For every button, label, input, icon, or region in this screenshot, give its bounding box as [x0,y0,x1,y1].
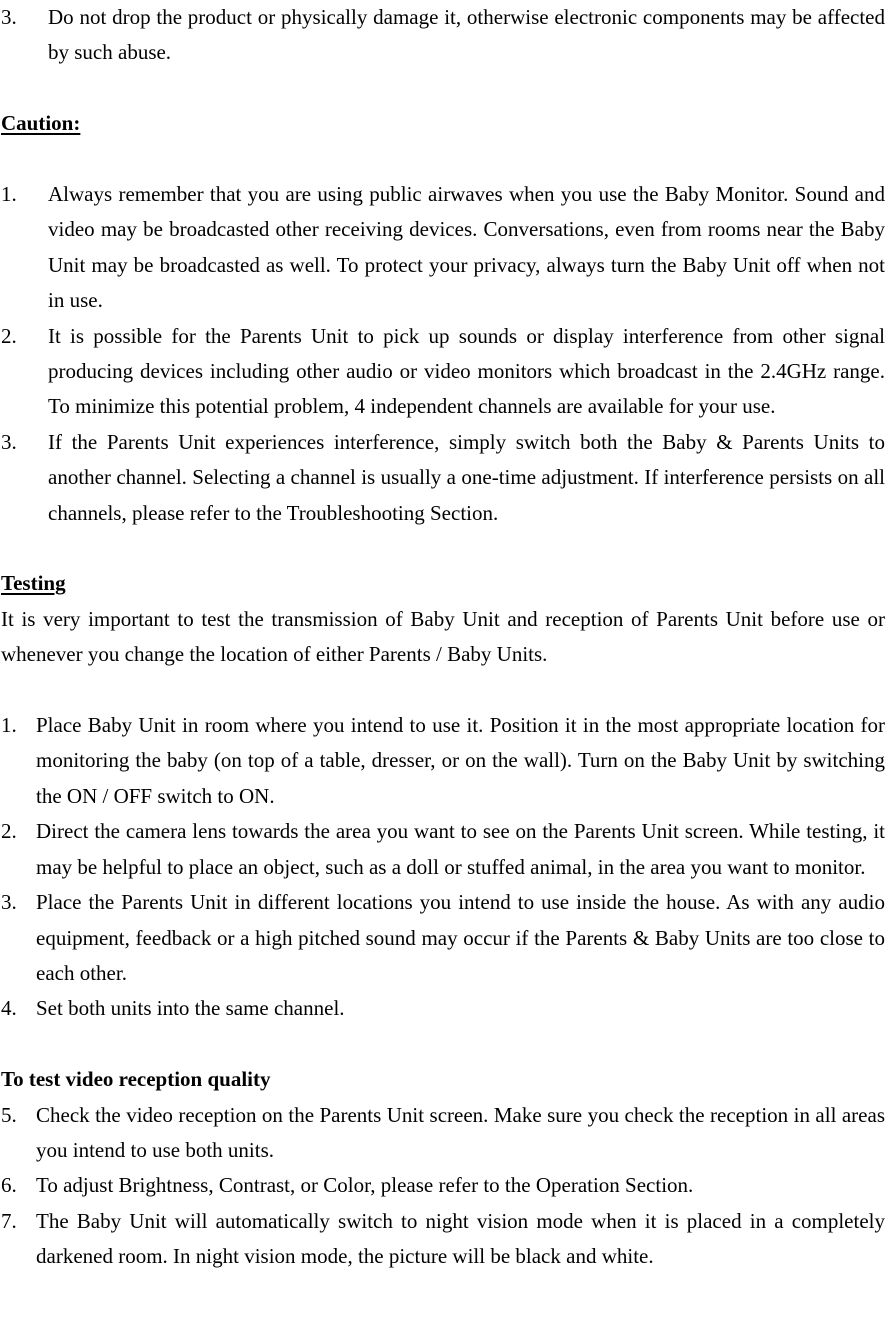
testing-item [1,708,885,814]
testing-item [1,991,885,1026]
caution-item [1,177,885,319]
spacer [1,71,885,106]
caution-item [1,425,885,531]
video-quality-item [1,1204,885,1275]
list-text: Direct the camera lens towards the area you want to see on the Parents Unit screen. While testing, it may be helpful to place an object, such as a doll or stuffed animal, in the area you want to monitor. [36,819,885,879]
list-text: Always remember that you are using public airwaves when you use the Baby Monitor. Sound and video may be broadcasted other receiving devices. Conversations, even from rooms near the Baby Unit may be broadcasted as well. To protect your privacy, always turn the Baby Unit off when not in use. [48,182,885,313]
list-number: 1. [1,182,17,206]
list-number: 4. [1,996,17,1021]
list-number: 1. [1,713,17,738]
testing-heading: Testing [1,571,66,596]
list-number: 7. [1,1208,17,1233]
spacer [1,531,885,566]
list-text: Check the video reception on the Parents Unit screen. Make sure you check the reception in all areas you intend to use both units. [36,1102,885,1162]
spacer [1,142,885,177]
video-quality-heading: To test video reception quality [1,1067,271,1092]
list-number: 6. [1,1173,17,1198]
list-text: Set both units into the same channel. [36,996,345,1021]
list-number: 5. [1,1102,17,1127]
list-text: Place the Parents Unit in different locations you intend to use inside the house. As with any audio equipment, feedback or a high pitched sound may occur if the Parents & Baby Units are too close to each other. [36,890,885,985]
caution-item [1,319,885,425]
intro-list-item [1,0,885,71]
video-quality-item [1,1098,885,1169]
testing-item [1,814,885,885]
list-number: 3. [1,429,17,454]
list-text: Place Baby Unit in room where you intend to use it. Position it in the most appropriate location for monitoring the baby (on top of a table, dresser, or on the wall). Turn on the Baby Unit by switching the ON / OFF switch to ON. [36,713,885,808]
list-text: It is possible for the Parents Unit to pick up sounds or display interference from other signal producing devices including other audio or video monitors which broadcast in the 2.4GHz range. To minimize this potential problem, 4 independent channels are available for your use. [48,323,885,419]
list-number: 2. [1,323,17,348]
list-text: Do not drop the product or physically damage it, otherwise electronic components may be affected by such abuse. [48,5,885,65]
list-text: To adjust Brightness, Contrast, or Color, please refer to the Operation Section. [36,1173,694,1198]
list-text: The Baby Unit will automatically switch to night vision mode when it is placed in a completely darkened room. In night vision mode, the picture will be black and white. [36,1208,885,1269]
list-number: 2. [1,819,17,844]
spacer [1,1027,885,1062]
list-text: If the Parents Unit experiences interference, simply switch both the Baby & Parents Units to another channel. Selecting a channel is usually a one-time adjustment. If interference persists on all channels, please refer to the Troubleshooting Section. [48,429,885,525]
list-number: 3. [1,890,17,915]
testing-item [1,885,885,991]
caution-heading: Caution: [1,111,81,136]
spacer [1,673,885,708]
list-number: 3. [1,5,17,29]
testing-intro: It is very important to test the transmission of Baby Unit and reception of Parents Unit before use or whenever you change the location of either Parents / Baby Units. [1,606,885,667]
video-quality-item [1,1168,885,1203]
